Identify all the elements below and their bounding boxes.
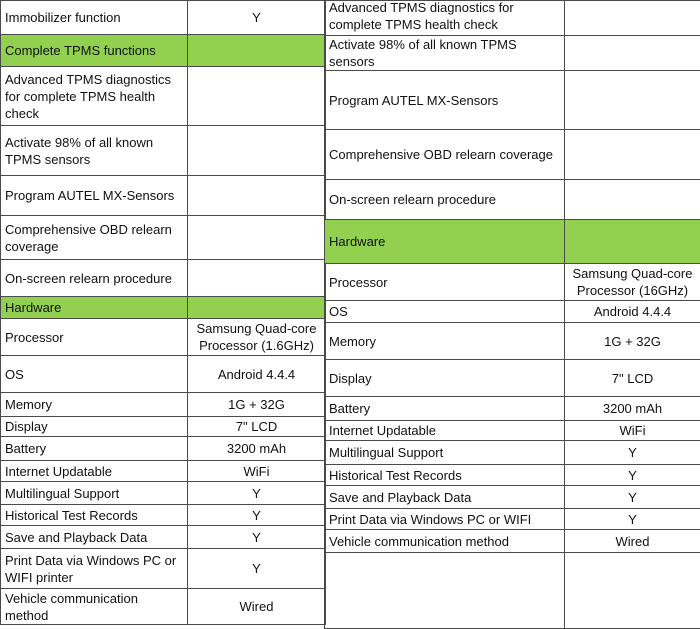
- spec-row-historical-records: [1, 505, 326, 526]
- spec-value: [565, 36, 700, 71]
- spec-label: Comprehensive OBD relearn coverage: [1, 216, 188, 260]
- spec-row-processor: [1, 319, 326, 356]
- left-spec-table: [0, 0, 326, 625]
- spec-value: 7" LCD: [188, 417, 326, 437]
- spec-value: 3200 mAh: [188, 437, 326, 461]
- spec-label: Print Data via Windows PC or WIFI: [325, 509, 565, 530]
- spec-value: 3200 mAh: [565, 397, 700, 421]
- spec-row-save-playback: [1, 526, 326, 549]
- right-spec-table: [324, 0, 700, 629]
- spec-value: Android 4.4.4: [188, 356, 326, 393]
- spec-row-historical-records: [325, 465, 700, 486]
- spec-row-internet-updatable: [1, 461, 326, 482]
- spec-value: [565, 553, 700, 629]
- spec-row-tpms-diagnostics: [1, 67, 326, 126]
- spec-row-immobilizer: [1, 1, 326, 35]
- spec-value: Y: [188, 1, 326, 35]
- spec-label: On-screen relearn procedure: [1, 260, 188, 297]
- spec-row-internet-updatable: [325, 421, 700, 441]
- spec-value: Y: [188, 505, 326, 526]
- spec-value: Y: [188, 526, 326, 549]
- spec-row-empty: [325, 553, 700, 629]
- spec-row-program-sensors: [1, 176, 326, 216]
- spec-label: Processor: [1, 319, 188, 356]
- spec-label: Memory: [1, 393, 188, 417]
- spec-value: WiFi: [188, 461, 326, 482]
- spec-value: Y: [565, 465, 700, 486]
- spec-label: Display: [1, 417, 188, 437]
- spec-row-vehicle-communication: [325, 530, 700, 553]
- spec-value: Android 4.4.4: [565, 301, 700, 323]
- spec-value: [188, 216, 326, 260]
- spec-label: Multilingual Support: [1, 482, 188, 505]
- spec-label: Print Data via Windows PC or WIFI printer: [1, 549, 188, 589]
- spec-row-program-sensors: [325, 71, 700, 130]
- section-header-label: Hardware: [325, 220, 565, 264]
- spec-label: Activate 98% of all known TPMS sensors: [1, 126, 188, 176]
- spec-label: Save and Playback Data: [325, 486, 565, 509]
- spec-label: Immobilizer function: [1, 1, 188, 35]
- spec-label: Processor: [325, 264, 565, 301]
- spec-value: [188, 67, 326, 126]
- spec-row-activate-sensors: [325, 36, 700, 71]
- spec-row-os: [325, 301, 700, 323]
- spec-value: [188, 126, 326, 176]
- spec-row-multilingual: [1, 482, 326, 505]
- spec-value: Y: [188, 482, 326, 505]
- spec-row-onscreen-relearn: [325, 180, 700, 220]
- spec-row-obd-relearn: [1, 216, 326, 260]
- spec-value: [188, 176, 326, 216]
- spec-label: Multilingual Support: [325, 441, 565, 465]
- spec-value: WiFi: [565, 421, 700, 441]
- spec-value: [565, 220, 700, 264]
- spec-row-battery: [1, 437, 326, 461]
- spec-value: [188, 260, 326, 297]
- spec-value: Samsung Quad-core Processor (1.6GHz): [188, 319, 326, 356]
- spec-row-activate-sensors: [1, 126, 326, 176]
- spec-row-multilingual: [325, 441, 700, 465]
- section-header-tpms: [1, 35, 326, 67]
- spec-label: Memory: [325, 323, 565, 360]
- spec-row-processor: [325, 264, 700, 301]
- spec-label: Save and Playback Data: [1, 526, 188, 549]
- spec-value: Y: [565, 486, 700, 509]
- spec-label-text: Advanced TPMS diagnostics for complete TPMS health check: [329, 1, 514, 33]
- spec-value: [188, 297, 326, 319]
- spec-label: Program AUTEL MX-Sensors: [325, 71, 565, 130]
- spec-row-print-data: [325, 509, 700, 530]
- spec-label: Comprehensive OBD relearn coverage: [325, 130, 565, 180]
- spec-label: Vehicle communication method: [1, 589, 188, 625]
- spec-value: [565, 71, 700, 130]
- spec-label: OS: [325, 301, 565, 323]
- spec-label: Battery: [1, 437, 188, 461]
- spec-value: [565, 1, 700, 36]
- spec-label: Program AUTEL MX-Sensors: [1, 176, 188, 216]
- spec-row-vehicle-communication: [1, 589, 326, 625]
- spec-label: Activate 98% of all known TPMS sensors: [325, 36, 565, 71]
- spec-row-onscreen-relearn: [1, 260, 326, 297]
- spec-value: Samsung Quad-core Processor (16GHz): [565, 264, 700, 301]
- spec-row-display: [1, 417, 326, 437]
- spec-value: 1G + 32G: [188, 393, 326, 417]
- section-header-hardware: [325, 220, 700, 264]
- spec-label: Display: [325, 360, 565, 397]
- spec-label: Internet Updatable: [1, 461, 188, 482]
- spec-label: Battery: [325, 397, 565, 421]
- spec-value: [565, 180, 700, 220]
- spec-label: On-screen relearn procedure: [325, 180, 565, 220]
- spec-value: 1G + 32G: [565, 323, 700, 360]
- spec-row-os: [1, 356, 326, 393]
- section-header-hardware: [1, 297, 326, 319]
- spec-row-display: [325, 360, 700, 397]
- spec-label: Advanced TPMS diagnostics for complete TPMS health check: [1, 67, 188, 126]
- spec-value: Wired: [188, 589, 326, 625]
- section-header-label: Complete TPMS functions: [1, 35, 188, 67]
- spec-value: 7" LCD: [565, 360, 700, 397]
- spec-row-memory: [325, 323, 700, 360]
- spec-label: [325, 1, 565, 36]
- spec-value: Y: [565, 441, 700, 465]
- spec-label: Internet Updatable: [325, 421, 565, 441]
- section-header-label: Hardware: [1, 297, 188, 319]
- spec-label: [325, 553, 565, 629]
- spec-row-battery: [325, 397, 700, 421]
- spec-value: Y: [188, 549, 326, 589]
- spec-label: OS: [1, 356, 188, 393]
- spec-row-obd-relearn: [325, 130, 700, 180]
- spec-label: Historical Test Records: [1, 505, 188, 526]
- spec-row-print-data: [1, 549, 326, 589]
- spec-value: Wired: [565, 530, 700, 553]
- spec-label: Vehicle communication method: [325, 530, 565, 553]
- spec-value: Y: [565, 509, 700, 530]
- spec-value: [188, 35, 326, 67]
- spec-row-save-playback: [325, 486, 700, 509]
- spec-row-tpms-diagnostics: [325, 1, 700, 36]
- spec-value: [565, 130, 700, 180]
- spec-label: Historical Test Records: [325, 465, 565, 486]
- spec-row-memory: [1, 393, 326, 417]
